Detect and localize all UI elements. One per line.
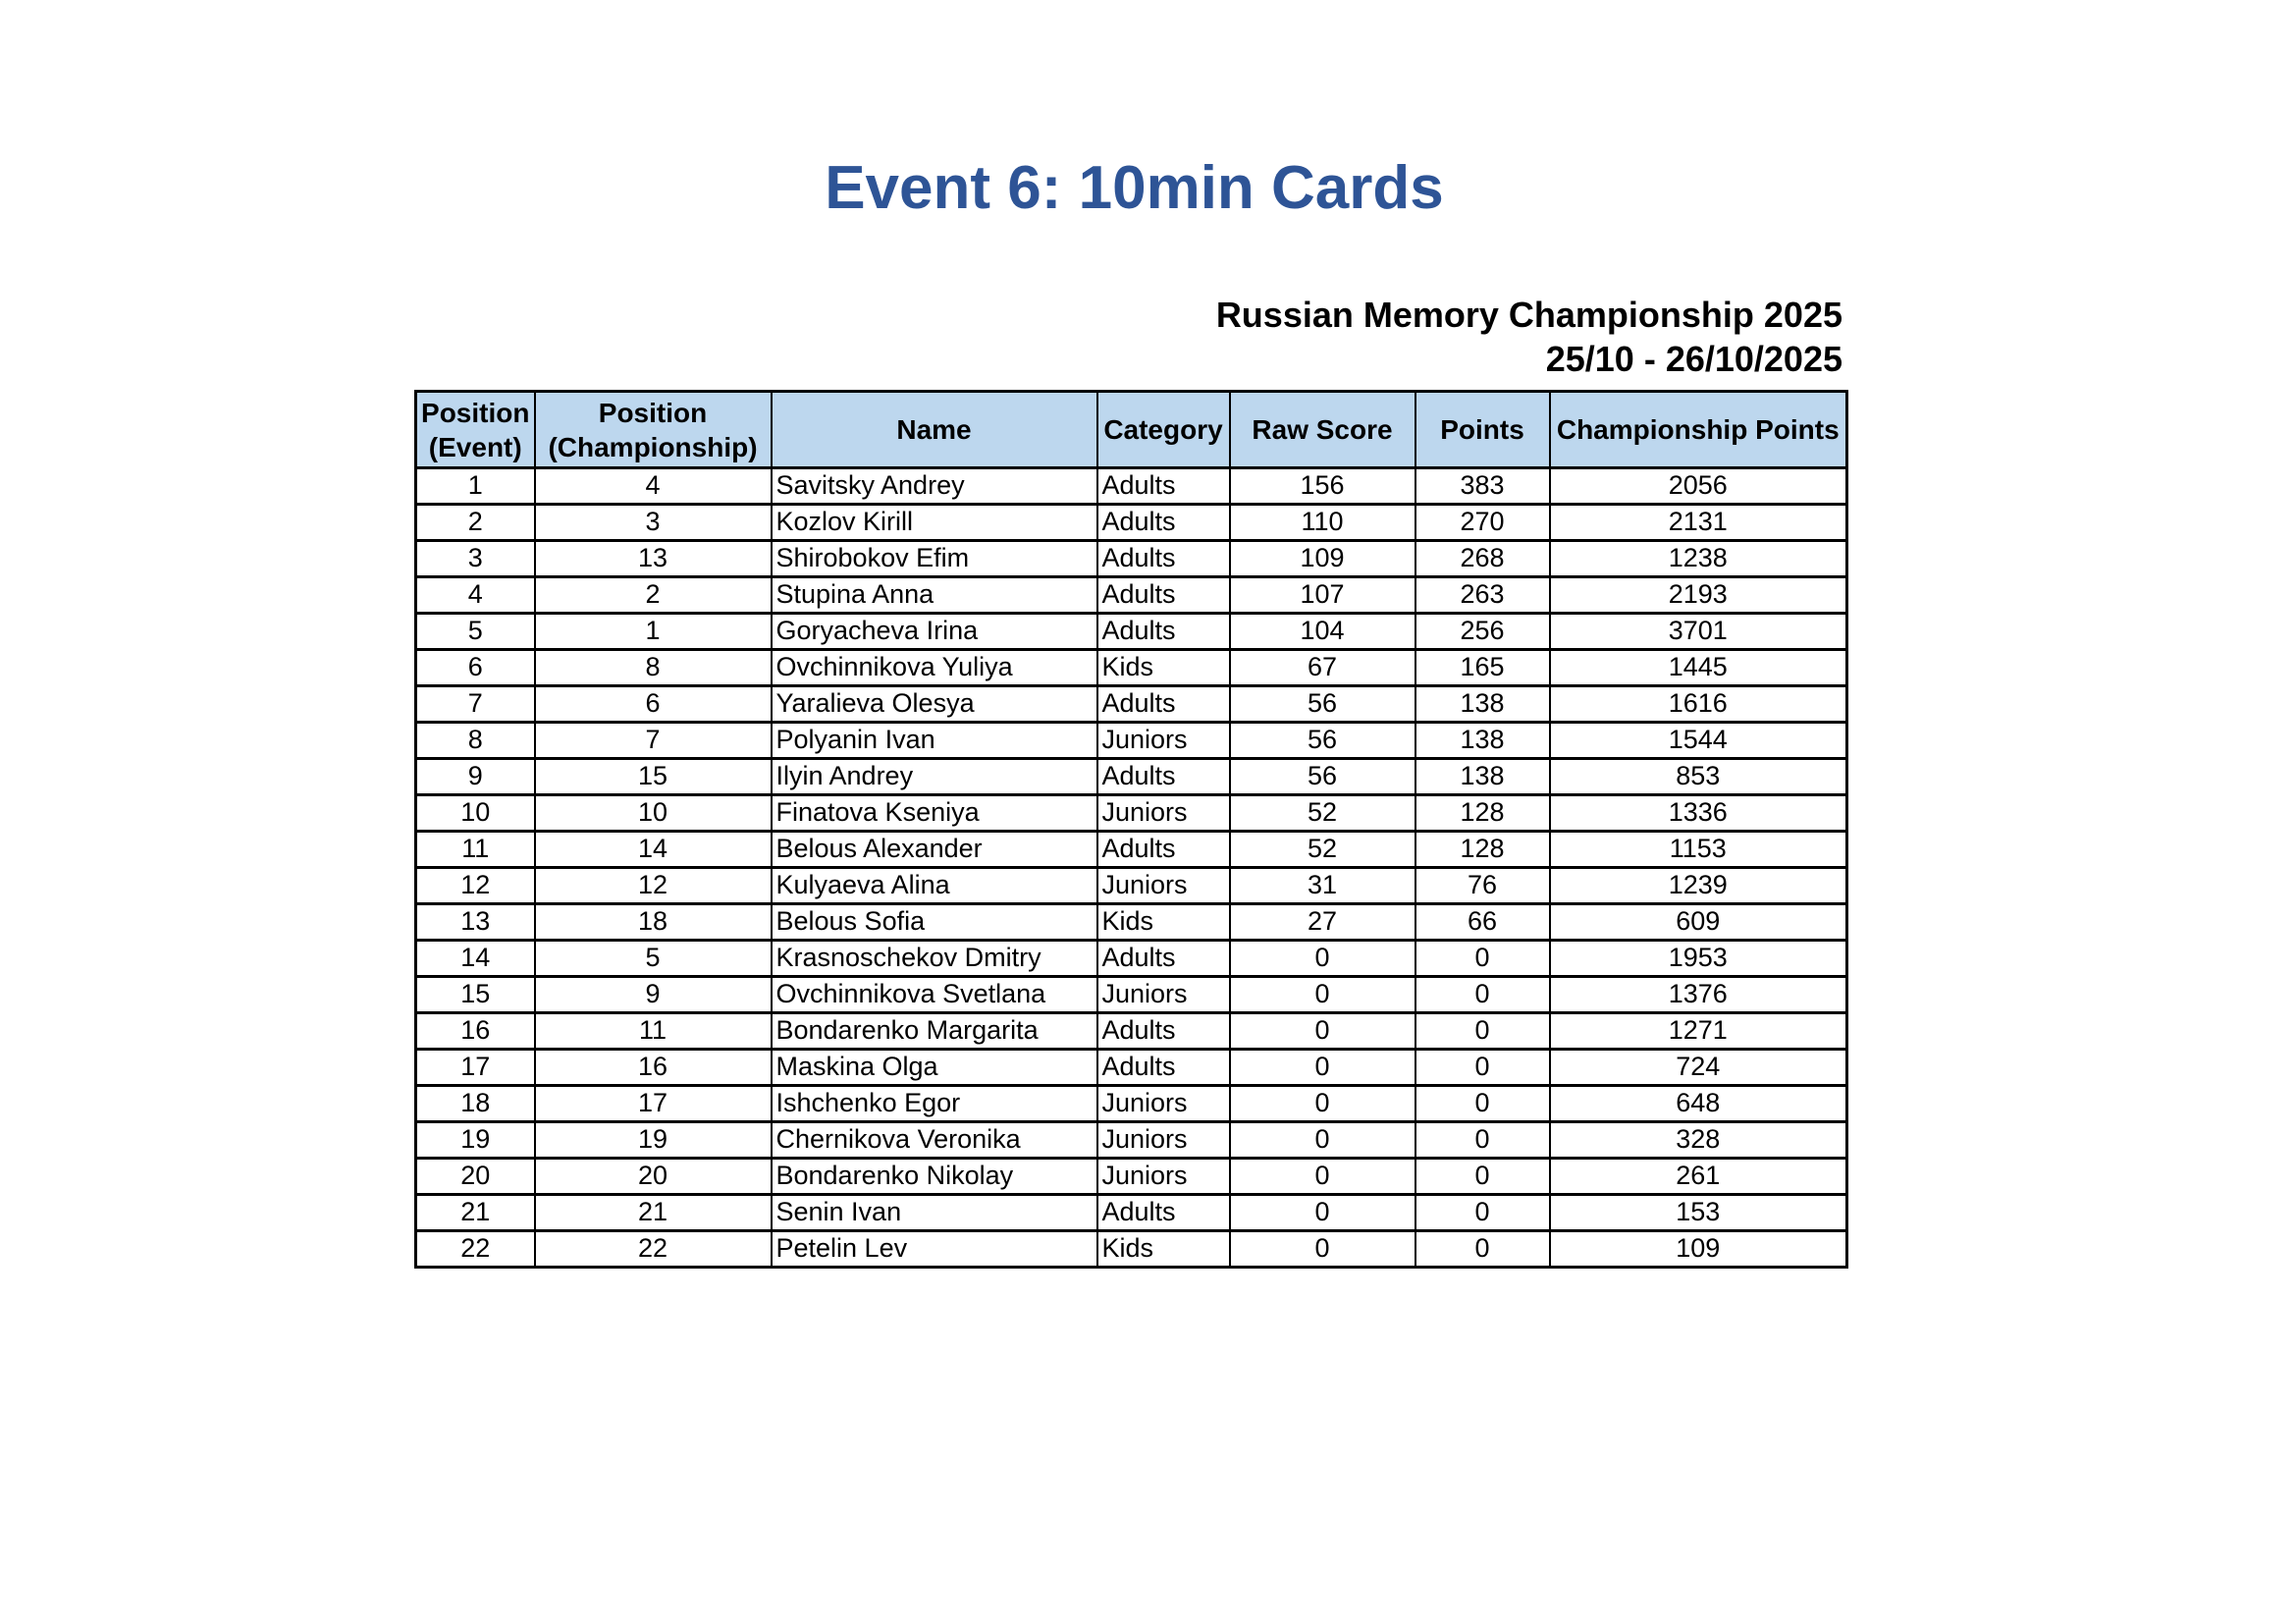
table-cell: 0 [1415,941,1550,977]
table-cell: 0 [1415,1086,1550,1122]
table-cell: 1544 [1550,723,1847,759]
table-cell: 7 [535,723,772,759]
table-cell: Adults [1097,759,1230,795]
table-cell: 10 [416,795,535,832]
table-cell: 4 [535,468,772,505]
table-cell: Maskina Olga [772,1050,1097,1086]
table-cell: 3701 [1550,614,1847,650]
table-cell: 13 [535,541,772,577]
table-cell: 52 [1230,795,1415,832]
table-cell: 6 [416,650,535,686]
table-cell: 138 [1415,723,1550,759]
table-cell: 1153 [1550,832,1847,868]
table-cell: 261 [1550,1159,1847,1195]
table-cell: Adults [1097,1013,1230,1050]
table-cell: 27 [1230,904,1415,941]
table-row [416,541,1847,577]
table-row [416,832,1847,868]
table-cell: 2131 [1550,505,1847,541]
table-cell: 17 [416,1050,535,1086]
table-cell: 66 [1415,904,1550,941]
table-cell: 263 [1415,577,1550,614]
table-cell: 138 [1415,759,1550,795]
table-row [416,723,1847,759]
table-cell: Chernikova Veronika [772,1122,1097,1159]
table-cell: 153 [1550,1195,1847,1231]
table-cell: Adults [1097,614,1230,650]
table-cell: Senin Ivan [772,1195,1097,1231]
table-cell: 1238 [1550,541,1847,577]
table-cell: 138 [1415,686,1550,723]
table-cell: Ovchinnikova Svetlana [772,977,1097,1013]
table-cell: Adults [1097,686,1230,723]
table-cell: 0 [1230,1013,1415,1050]
table-cell: 0 [1230,1159,1415,1195]
table-cell: 609 [1550,904,1847,941]
table-cell: 18 [535,904,772,941]
table-cell: 56 [1230,723,1415,759]
table-cell: 8 [535,650,772,686]
table-cell: 1616 [1550,686,1847,723]
table-cell: 0 [1230,1086,1415,1122]
table-cell: Adults [1097,505,1230,541]
table-row [416,1159,1847,1195]
table-cell: Juniors [1097,723,1230,759]
table-cell: 1336 [1550,795,1847,832]
table-cell: 14 [416,941,535,977]
table-cell: 110 [1230,505,1415,541]
table-cell: Kids [1097,904,1230,941]
table-cell: 9 [416,759,535,795]
table-cell: Adults [1097,577,1230,614]
table-cell: Polyanin Ivan [772,723,1097,759]
table-row [416,904,1847,941]
table-cell: 3 [535,505,772,541]
table-cell: 7 [416,686,535,723]
results-table [414,390,1848,1269]
table-cell: 5 [416,614,535,650]
table-cell: Kids [1097,650,1230,686]
table-cell: 9 [535,977,772,1013]
table-cell: 52 [1230,832,1415,868]
table-row [416,868,1847,904]
table-cell: Belous Alexander [772,832,1097,868]
table-cell: 1376 [1550,977,1847,1013]
page-title: Event 6: 10min Cards [825,154,1444,222]
table-cell: Juniors [1097,977,1230,1013]
table-cell: 11 [416,832,535,868]
championship-name: Russian Memory Championship 2025 [1215,295,1842,335]
table-cell: Belous Sofia [772,904,1097,941]
table-cell: 31 [1230,868,1415,904]
header-name: Name [772,392,1097,468]
table-cell: Kulyaeva Alina [772,868,1097,904]
table-cell: Juniors [1097,1086,1230,1122]
table-cell: 128 [1415,832,1550,868]
table-cell: 853 [1550,759,1847,795]
table-cell: 328 [1550,1122,1847,1159]
table-cell: 1445 [1550,650,1847,686]
table-cell: Kozlov Kirill [772,505,1097,541]
table-row [416,795,1847,832]
table-cell: 21 [416,1195,535,1231]
header-raw-score: Raw Score [1230,392,1415,468]
table-row [416,1013,1847,1050]
table-cell: Adults [1097,832,1230,868]
event-subtitle [1216,293,1842,381]
table-cell: 724 [1550,1050,1847,1086]
table-cell: 10 [535,795,772,832]
table-cell: Savitsky Andrey [772,468,1097,505]
table-cell: Juniors [1097,868,1230,904]
table-row [416,505,1847,541]
table-cell: 104 [1230,614,1415,650]
table-cell: 383 [1415,468,1550,505]
table-cell: Adults [1097,941,1230,977]
table-cell: 22 [416,1231,535,1268]
table-row [416,1122,1847,1159]
table-cell: 18 [416,1086,535,1122]
table-row [416,1086,1847,1122]
table-cell: Adults [1097,541,1230,577]
table-cell: 56 [1230,759,1415,795]
table-row [416,650,1847,686]
table-cell: Kids [1097,1231,1230,1268]
table-row [416,977,1847,1013]
table-row [416,1231,1847,1268]
table-cell: 17 [535,1086,772,1122]
table-cell: 648 [1550,1086,1847,1122]
header-points: Points [1415,392,1550,468]
table-cell: 0 [1230,1231,1415,1268]
table-cell: 13 [416,904,535,941]
table-cell: Krasnoschekov Dmitry [772,941,1097,977]
table-cell: 0 [1415,1013,1550,1050]
header-position-event: Position (Event) [416,392,535,468]
championship-dates: 25/10 - 26/10/2025 [1545,339,1842,379]
table-row [416,614,1847,650]
table-cell: Bondarenko Nikolay [772,1159,1097,1195]
table-cell: 2056 [1550,468,1847,505]
table-cell: Ishchenko Egor [772,1086,1097,1122]
table-cell: 1 [416,468,535,505]
header-row [416,392,1847,468]
table-cell: Stupina Anna [772,577,1097,614]
table-row [416,941,1847,977]
table-cell: 109 [1230,541,1415,577]
table-cell: 109 [1550,1231,1847,1268]
table-cell: Ilyin Andrey [772,759,1097,795]
table-cell: 1239 [1550,868,1847,904]
table-cell: 107 [1230,577,1415,614]
table-cell: 21 [535,1195,772,1231]
table-cell: 270 [1415,505,1550,541]
results-table-body [416,468,1847,1268]
header-championship-points: Championship Points [1550,392,1847,468]
table-cell: 268 [1415,541,1550,577]
table-cell: Finatova Kseniya [772,795,1097,832]
table-cell: 0 [1415,1195,1550,1231]
table-cell: Adults [1097,1050,1230,1086]
table-cell: 19 [535,1122,772,1159]
table-row [416,468,1847,505]
table-cell: 1 [535,614,772,650]
table-cell: 76 [1415,868,1550,904]
table-cell: 20 [416,1159,535,1195]
table-cell: Bondarenko Margarita [772,1013,1097,1050]
table-cell: 0 [1230,1122,1415,1159]
table-cell: Ovchinnikova Yuliya [772,650,1097,686]
table-cell: 1953 [1550,941,1847,977]
table-cell: 0 [1415,1159,1550,1195]
table-cell: Juniors [1097,1159,1230,1195]
table-cell: Yaralieva Olesya [772,686,1097,723]
table-cell: 1271 [1550,1013,1847,1050]
table-cell: 3 [416,541,535,577]
table-cell: 0 [1415,977,1550,1013]
table-row [416,1050,1847,1086]
table-cell: 0 [1415,1122,1550,1159]
table-cell: 2 [416,505,535,541]
table-cell: 0 [1230,941,1415,977]
header-category: Category [1097,392,1230,468]
table-cell: Shirobokov Efim [772,541,1097,577]
table-cell: 128 [1415,795,1550,832]
table-row [416,1195,1847,1231]
table-row [416,759,1847,795]
table-cell: 2 [535,577,772,614]
table-cell: 5 [535,941,772,977]
table-cell: 2193 [1550,577,1847,614]
table-cell: 19 [416,1122,535,1159]
table-cell: Juniors [1097,795,1230,832]
table-cell: 56 [1230,686,1415,723]
table-cell: 20 [535,1159,772,1195]
table-cell: 0 [1230,1195,1415,1231]
table-cell: 4 [416,577,535,614]
table-cell: 14 [535,832,772,868]
table-cell: 16 [535,1050,772,1086]
table-cell: Adults [1097,1195,1230,1231]
header-position-championship: Position (Championship) [535,392,772,468]
table-cell: Adults [1097,468,1230,505]
table-cell: 22 [535,1231,772,1268]
table-cell: 12 [416,868,535,904]
table-cell: Goryacheva Irina [772,614,1097,650]
table-cell: 156 [1230,468,1415,505]
table-cell: 8 [416,723,535,759]
table-row [416,686,1847,723]
table-cell: 0 [1230,1050,1415,1086]
table-cell: 16 [416,1013,535,1050]
table-cell: 15 [416,977,535,1013]
table-cell: 0 [1415,1050,1550,1086]
table-cell: Petelin Lev [772,1231,1097,1268]
table-cell: 15 [535,759,772,795]
table-cell: 256 [1415,614,1550,650]
table-cell: 0 [1230,977,1415,1013]
table-cell: 12 [535,868,772,904]
table-cell: 67 [1230,650,1415,686]
table-row [416,577,1847,614]
table-cell: 11 [535,1013,772,1050]
table-cell: 165 [1415,650,1550,686]
table-cell: 0 [1415,1231,1550,1268]
table-cell: 6 [535,686,772,723]
table-cell: Juniors [1097,1122,1230,1159]
